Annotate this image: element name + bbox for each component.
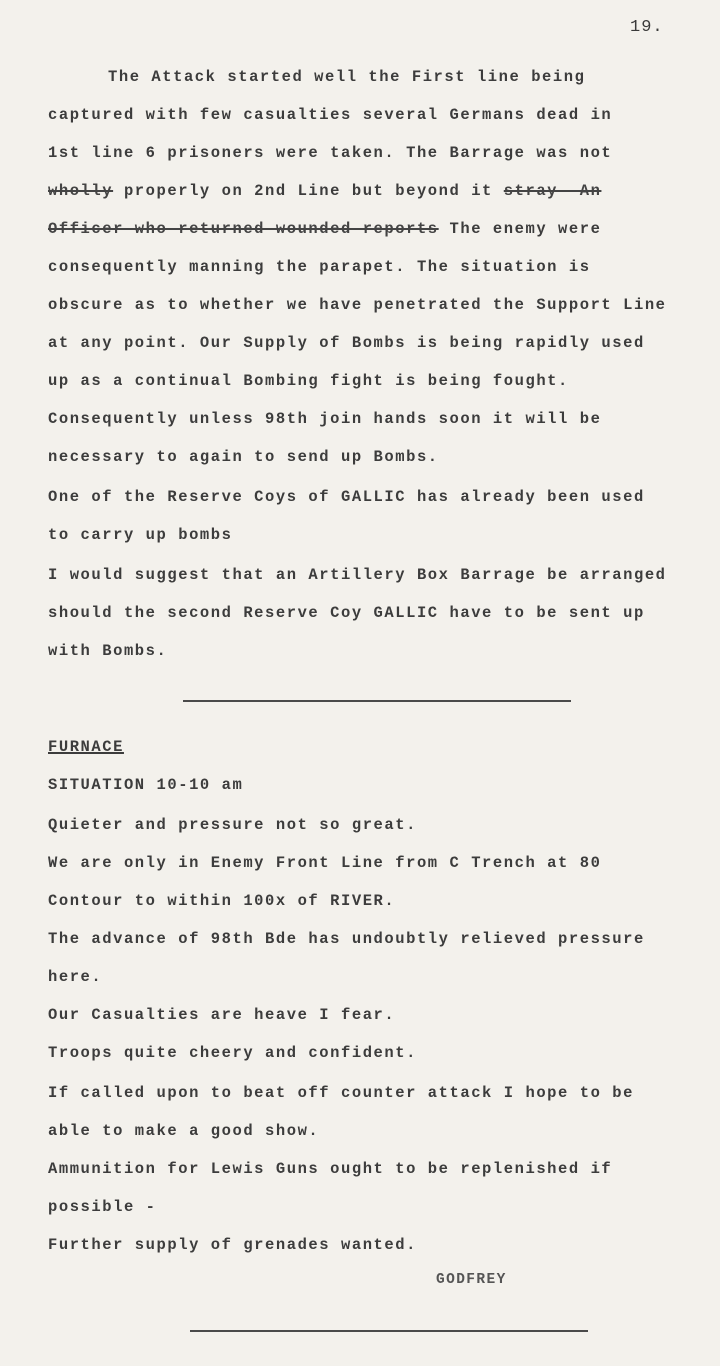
text-line: obscure as to whether we have penetrated the Support Line xyxy=(48,296,667,314)
text-line: Ammunition for Lewis Guns ought to be replenished if xyxy=(48,1160,613,1178)
text-line: The Attack started well the First line being xyxy=(108,68,586,86)
text-line: If called upon to beat off counter attack I hope to be xyxy=(48,1084,634,1102)
text-line: here. xyxy=(48,968,103,986)
text-line: I would suggest that an Artillery Box Barrage be arranged xyxy=(48,566,667,584)
situation-line: SITUATION 10-10 am xyxy=(48,776,244,794)
text-line: up as a continual Bombing fight is being fought. xyxy=(48,372,569,390)
text-line xyxy=(48,220,601,238)
text-line: Our Casualties are heave I fear. xyxy=(48,1006,396,1024)
struck-text: stray--An xyxy=(503,182,602,200)
struck-text: Officer-who-returned-wounded-reports xyxy=(48,220,439,238)
text-line: Quieter and pressure not so great. xyxy=(48,816,417,834)
text-line: captured with few casualties several Germans dead in xyxy=(48,106,613,124)
text-line: The advance of 98th Bde has undoubtly relieved pressure xyxy=(48,930,645,948)
section-heading: FURNACE xyxy=(48,738,124,756)
text-line: We are only in Enemy Front Line from C Trench at 80 xyxy=(48,854,602,872)
text-line: Contour to within 100x of RIVER. xyxy=(48,892,396,910)
text-line: able to make a good show. xyxy=(48,1122,320,1140)
text-line: necessary to again to send up Bombs. xyxy=(48,448,439,466)
text-line: possible - xyxy=(48,1198,157,1216)
text-line: Further supply of grenades wanted. xyxy=(48,1236,417,1254)
section-divider xyxy=(183,700,571,702)
text-line: consequently manning the parapet. The situation is xyxy=(48,258,591,276)
text-line xyxy=(48,182,601,200)
text-span: properly on 2nd Line but beyond it xyxy=(113,182,504,200)
text-line: 1st line 6 prisoners were taken. The Barrage was not xyxy=(48,144,613,162)
text-line: Troops quite cheery and confident. xyxy=(48,1044,417,1062)
text-line: One of the Reserve Coys of GALLIC has already been used xyxy=(48,488,645,506)
text-line: with Bombs. xyxy=(48,642,168,660)
page-number: 19. xyxy=(630,18,664,37)
text-line: to carry up bombs xyxy=(48,526,233,544)
signature: GODFREY xyxy=(436,1272,507,1288)
struck-text: wholly xyxy=(48,182,114,200)
text-span: The enemy were xyxy=(438,220,602,238)
bottom-divider xyxy=(190,1330,588,1332)
text-line: should the second Reserve Coy GALLIC have to be sent up xyxy=(48,604,645,622)
text-line: Consequently unless 98th join hands soon it will be xyxy=(48,410,602,428)
text-line: at any point. Our Supply of Bombs is being rapidly used xyxy=(48,334,645,352)
